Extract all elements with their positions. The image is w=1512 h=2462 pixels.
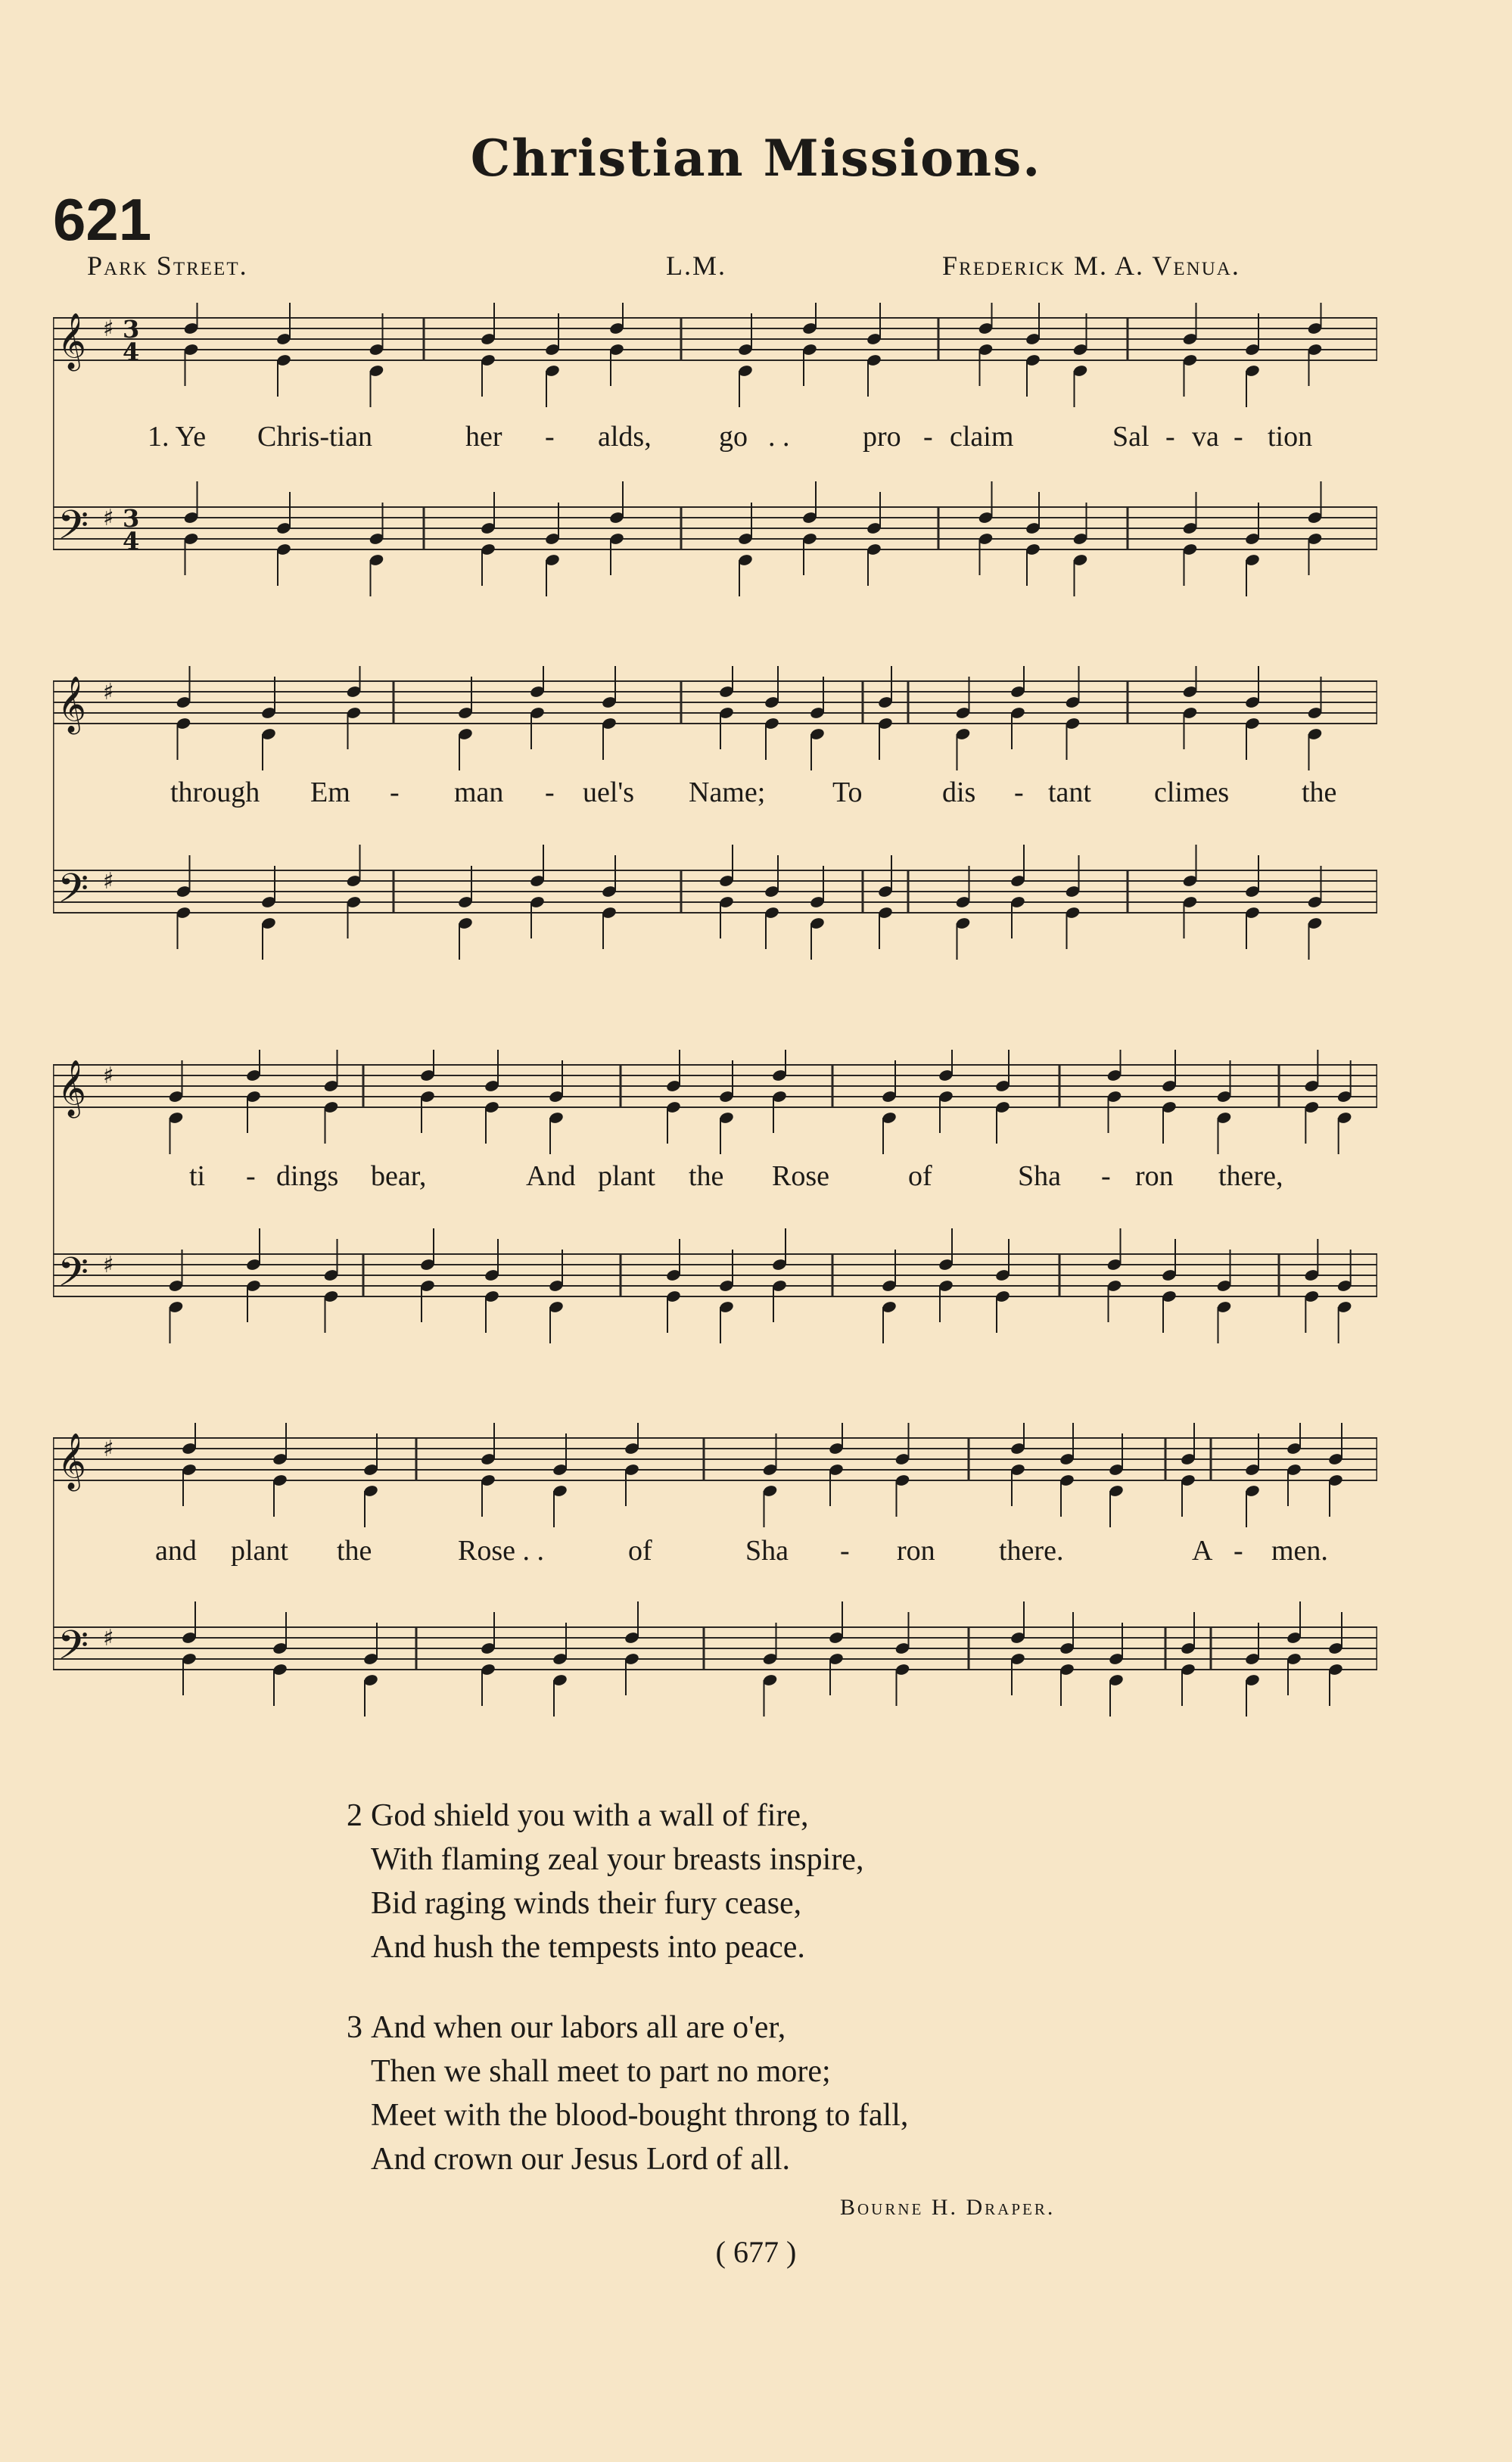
lyric-syllable: tant (1048, 777, 1091, 808)
staff-svg (53, 303, 1377, 621)
lyric-syllable: - (545, 421, 555, 453)
tune-name: Park Street. (87, 251, 248, 281)
key-signature-sharp: ♯ (103, 1252, 114, 1278)
stanza (347, 1794, 908, 1969)
treble-clef: 𝄞 (58, 1060, 86, 1116)
lyric-syllable: and (155, 1535, 197, 1567)
time-signature-top: 3 (123, 504, 140, 533)
lyric-syllable: Sha (745, 1535, 789, 1567)
lyric-syllable: go (719, 421, 748, 453)
lyric-syllable: there, (1218, 1160, 1283, 1192)
verse-line: And when our labors all are o'er, (371, 2010, 786, 2045)
verse-line: Then we shall meet to part no more; (371, 2054, 831, 2089)
lyrics-row (53, 420, 1377, 458)
lyric-syllable: And (526, 1160, 576, 1192)
key-signature-sharp: ♯ (103, 1436, 114, 1462)
music-system-2 (53, 666, 1377, 984)
lyric-syllable: 1. Ye (148, 421, 207, 453)
hymn-number: 621 (53, 186, 152, 253)
lyric-syllable: - (1165, 421, 1175, 453)
stanza (347, 2006, 909, 2181)
time-signature-bottom: 4 (123, 527, 140, 556)
treble-clef: 𝄞 (58, 677, 86, 733)
lyric-syllable: Rose . . (458, 1535, 544, 1567)
lyric-syllable: va (1192, 421, 1219, 453)
bass-clef: 𝄢 (58, 1250, 89, 1306)
lyrics-row (53, 776, 1377, 814)
lyric-syllable: her (465, 421, 502, 453)
stanza-number: 3 (347, 2010, 362, 2045)
lyric-syllable: there. (999, 1535, 1064, 1567)
page-title: Christian Missions. (470, 129, 1042, 188)
lyric-syllable: Sha (1018, 1160, 1061, 1192)
lyric-syllable: climes (1154, 777, 1230, 808)
lyrics-row (53, 1534, 1377, 1572)
music-system-3 (53, 1050, 1377, 1368)
lyric-syllable: - (923, 421, 933, 453)
key-signature-sharp: ♯ (103, 505, 114, 531)
key-signature-sharp: ♯ (103, 868, 114, 895)
lyric-syllable: Name; (689, 777, 766, 808)
lyric-syllable: . . (768, 421, 790, 453)
lyric-syllable: man (454, 777, 504, 808)
lyric-syllable: plant (231, 1535, 288, 1567)
treble-clef: 𝄞 (58, 313, 86, 369)
key-signature-sharp: ♯ (103, 1625, 114, 1651)
author: Bourne H. Draper. (840, 2195, 1056, 2220)
lyric-syllable: - (840, 1535, 850, 1567)
verse-line: And hush the tempests into peace. (371, 1930, 805, 1965)
page-number: ( 677 ) (715, 2235, 797, 2269)
bass-clef: 𝄢 (58, 503, 89, 559)
verse-line: Meet with the blood-bought throng to fall, (371, 2098, 909, 2133)
lyric-syllable: - (1234, 421, 1243, 453)
key-signature-sharp: ♯ (103, 316, 114, 342)
staff-svg (53, 1423, 1377, 1741)
lyric-syllable: men. (1271, 1535, 1328, 1567)
time-signature-top: 3 (123, 315, 140, 344)
lyric-syllable: Chris-tian (257, 421, 372, 453)
verse-line: With flaming zeal your breasts inspire, (371, 1842, 864, 1877)
staff-svg (53, 666, 1377, 984)
lyric-syllable: ti (189, 1160, 206, 1192)
verse-line: And crown our Jesus Lord of all. (371, 2142, 791, 2177)
lyric-syllable: the (337, 1535, 372, 1567)
verse-line: Bid raging winds their fury cease, (371, 1886, 802, 1921)
lyric-syllable: To (832, 777, 863, 808)
stanza-number: 2 (347, 1798, 362, 1833)
lyrics-row (53, 1159, 1377, 1197)
lyric-syllable: Em (310, 777, 350, 808)
lyric-syllable: dings (276, 1160, 339, 1192)
lyric-syllable: Rose (772, 1160, 829, 1192)
composer: Frederick M. A. Venua. (942, 251, 1240, 281)
lyric-syllable: claim (950, 421, 1014, 453)
lyric-syllable: - (545, 777, 555, 808)
lyric-syllable: - (1014, 777, 1024, 808)
lyric-syllable: of (908, 1160, 932, 1192)
lyric-syllable: ron (1135, 1160, 1174, 1192)
bass-clef: 𝄢 (58, 1623, 89, 1679)
lyric-syllable: the (689, 1160, 724, 1192)
lyric-syllable: tion (1268, 421, 1313, 453)
key-signature-sharp: ♯ (103, 679, 114, 705)
verse-line: God shield you with a wall of fire, (371, 1798, 809, 1833)
lyric-syllable: - (390, 777, 400, 808)
verses (347, 1794, 909, 2218)
lyric-syllable: alds, (598, 421, 652, 453)
lyric-syllable: of (628, 1535, 652, 1567)
lyric-syllable: - (246, 1160, 256, 1192)
meter: L.M. (666, 251, 726, 281)
lyric-syllable: uel's (583, 777, 635, 808)
lyric-syllable: dis (942, 777, 976, 808)
bass-clef: 𝄢 (58, 866, 89, 922)
lyric-syllable: pro (863, 421, 901, 453)
time-signature-bottom: 4 (123, 338, 140, 366)
lyric-syllable: bear, (371, 1160, 427, 1192)
lyric-syllable: the (1302, 777, 1337, 808)
lyric-syllable: ron (897, 1535, 935, 1567)
lyric-syllable: A (1192, 1535, 1213, 1567)
music-system-1 (53, 303, 1377, 621)
key-signature-sharp: ♯ (103, 1063, 114, 1089)
lyric-syllable: plant (598, 1160, 655, 1192)
lyric-syllable: - (1101, 1160, 1111, 1192)
lyric-syllable: - (1234, 1535, 1243, 1567)
lyric-syllable: Sal (1112, 421, 1150, 453)
music-system-4 (53, 1423, 1377, 1741)
lyric-syllable: through (170, 777, 260, 808)
treble-clef: 𝄞 (58, 1433, 86, 1489)
staff-svg (53, 1050, 1377, 1368)
